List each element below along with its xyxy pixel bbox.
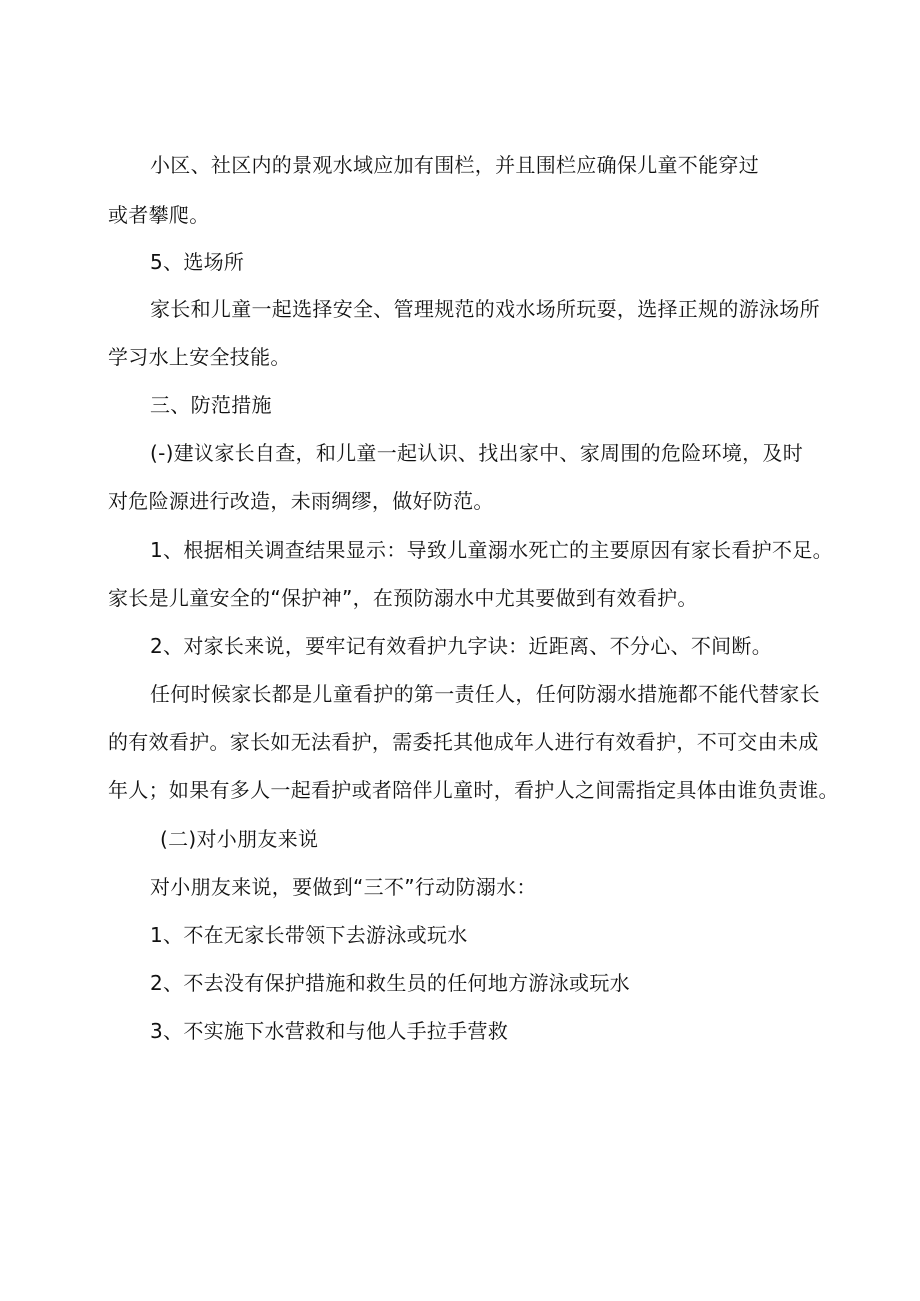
paragraph-line: 2、对家长来说，要牢记有效看护九字诀：近距离、不分心、不间断。 — [150, 634, 773, 658]
list-item: 1、不在无家长带领下去游泳或玩水 — [150, 923, 468, 947]
paragraph-line: 的有效看护。家长如无法看护，需委托其他成年人进行有效看护，不可交由未成 — [108, 730, 819, 754]
list-item: 2、不去没有保护措施和救生员的任何地方游泳或玩水 — [150, 971, 630, 995]
paragraph-line: (-)建议家长自查，和儿童一起认识、找出家中、家周围的危险环境，及时 — [150, 441, 804, 465]
section-heading: 三、防范措施 — [150, 393, 272, 417]
paragraph-line: 年人；如果有多人一起看护或者陪伴儿童时，看护人之间需指定具体由谁负责谁。 — [108, 778, 839, 802]
paragraph-line: 学习水上安全技能。 — [108, 345, 291, 369]
paragraph-line: 小区、社区内的景观水域应加有围栏，并且围栏应确保儿童不能穿过 — [150, 153, 759, 177]
paragraph-line: 家长和儿童一起选择安全、管理规范的戏水场所玩耍，选择正规的游泳场所 — [150, 297, 820, 321]
section-heading: 5、选场所 — [150, 250, 245, 274]
list-item: 3、不实施下水营救和与他人手拉手营救 — [150, 1019, 509, 1043]
paragraph-line: 对危险源进行改造，未雨绸缪，做好防范。 — [108, 489, 494, 513]
paragraph-line: 对小朋友来说，要做到“三不”行动防溺水： — [150, 875, 537, 899]
paragraph-line: 1、根据相关调查结果显示：导致儿童溺水死亡的主要原因有家长看护不足。 — [150, 538, 833, 562]
section-heading: (二)对小朋友来说 — [160, 827, 319, 851]
paragraph-line: 或者攀爬。 — [108, 203, 210, 227]
paragraph-line: 任何时候家长都是儿童看护的第一责任人，任何防溺水措施都不能代替家长 — [150, 682, 820, 706]
paragraph-line: 家长是儿童安全的“保护神”，在预防溺水中尤其要做到有效看护。 — [108, 586, 698, 610]
